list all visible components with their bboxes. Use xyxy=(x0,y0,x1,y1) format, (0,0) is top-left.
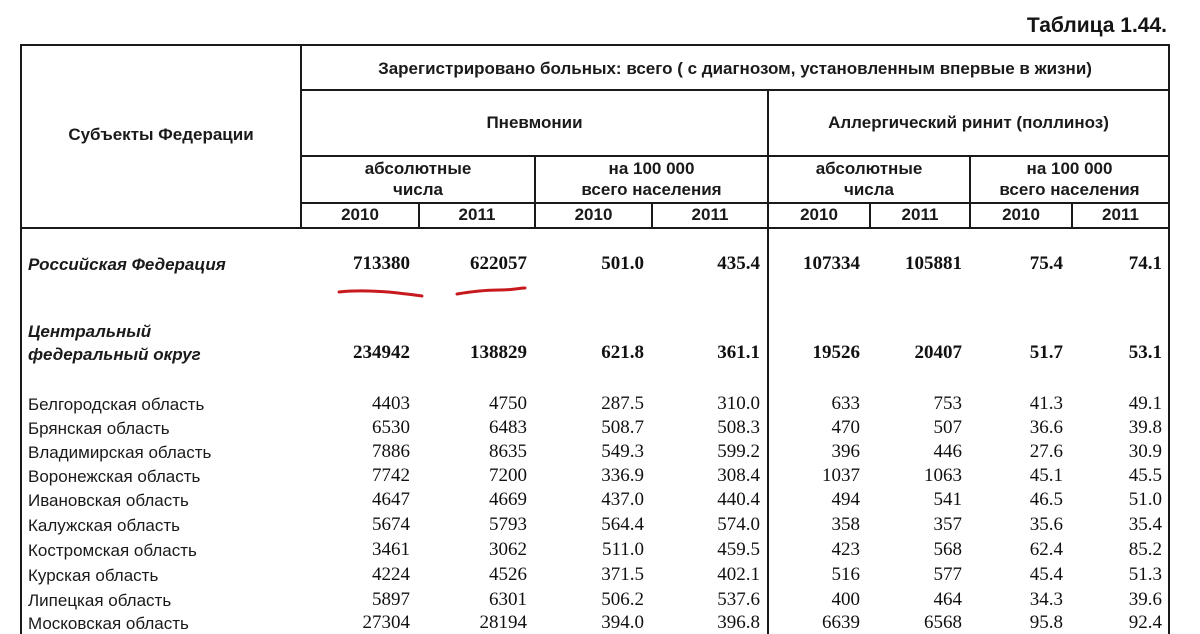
table-cell: 6568 xyxy=(924,612,962,633)
table-cell: 494 xyxy=(831,489,860,510)
table-cell: 506.2 xyxy=(601,589,644,610)
header-divider-registered xyxy=(301,89,1170,91)
table-cell: 599.2 xyxy=(717,441,760,462)
table-border-top xyxy=(20,44,1170,46)
table-label: Таблица 1.44. xyxy=(1026,14,1167,37)
table-cell: 622057 xyxy=(470,253,527,274)
table-cell: 6301 xyxy=(489,589,527,610)
table-cell: 85.2 xyxy=(1128,539,1162,560)
table-cell: 396 xyxy=(831,441,860,462)
table-cell: 6483 xyxy=(489,417,527,438)
table-cell: 3062 xyxy=(489,539,527,560)
table-cell: 234942 xyxy=(353,342,410,363)
year-header: 2011 xyxy=(458,205,496,224)
table-cell: 470 xyxy=(831,417,860,438)
table-cell: 35.6 xyxy=(1029,514,1063,535)
table-cell: 28194 xyxy=(479,612,527,633)
table-cell: 8635 xyxy=(489,441,527,462)
table-cell: 49.1 xyxy=(1128,393,1162,414)
table-cell: 394.0 xyxy=(601,612,644,633)
table-cell: 541 xyxy=(933,489,962,510)
table-cell: 75.4 xyxy=(1029,253,1063,274)
table-cell: 7886 xyxy=(372,441,410,462)
table-cell: 402.1 xyxy=(717,564,760,585)
table-cell: 621.8 xyxy=(601,342,644,363)
abs-line-2: числа xyxy=(392,180,444,199)
table-cell: 6639 xyxy=(822,612,860,633)
table-cell: 92.4 xyxy=(1128,612,1162,633)
table-cell: 5897 xyxy=(372,589,410,610)
row-subject-name: Костромская область xyxy=(28,541,197,560)
table-cell: 1037 xyxy=(822,465,860,486)
table-cell: 51.0 xyxy=(1128,489,1162,510)
table-cell: 574.0 xyxy=(717,514,760,535)
pneumonia-abs-header xyxy=(302,158,534,200)
table-cell: 371.5 xyxy=(601,564,644,585)
table-cell: 39.8 xyxy=(1128,417,1162,438)
table-cell: 633 xyxy=(831,393,860,414)
table-cell: 537.6 xyxy=(717,589,760,610)
table-cell: 5793 xyxy=(489,514,527,535)
table-cell: 20407 xyxy=(914,342,962,363)
table-cell: 34.3 xyxy=(1029,589,1063,610)
table-cell: 564.4 xyxy=(601,514,644,535)
row-subject-name: Ивановская область xyxy=(28,491,189,510)
table-cell: 107334 xyxy=(803,253,860,274)
table-cell: 396.8 xyxy=(717,612,760,633)
table-cell: 507 xyxy=(933,417,962,438)
table-cell: 138829 xyxy=(470,342,527,363)
table-cell: 308.4 xyxy=(717,465,760,486)
subject-name-line: федеральный округ xyxy=(28,345,201,364)
table-cell: 713380 xyxy=(353,253,410,274)
subject-name-line: Центральный xyxy=(28,322,152,341)
pneumonia-header: Пневмонии xyxy=(486,113,583,132)
table-cell: 423 xyxy=(831,539,860,560)
table-cell: 36.6 xyxy=(1029,417,1063,438)
year-header: 2010 xyxy=(574,205,613,224)
rhinitis-header: Аллергический ринит (поллиноз) xyxy=(828,113,1109,132)
row-subject-name: Липецкая область xyxy=(28,591,172,610)
row-subject-name: Владимирская область xyxy=(28,443,212,462)
table-cell: 287.5 xyxy=(601,393,644,414)
table-cell: 41.3 xyxy=(1029,393,1063,414)
table-cell: 440.4 xyxy=(717,489,760,510)
row-subject-name: Белгородская область xyxy=(28,395,205,414)
table-cell: 3461 xyxy=(372,539,410,560)
table-cell: 7200 xyxy=(489,465,527,486)
table-cell: 446 xyxy=(933,441,962,462)
table-cell: 511.0 xyxy=(601,539,644,560)
table-cell: 753 xyxy=(933,393,962,414)
table-cell: 464 xyxy=(933,589,962,610)
table-cell: 4669 xyxy=(489,489,527,510)
abs-line-1: абсолютные xyxy=(364,159,472,178)
table-cell: 46.5 xyxy=(1029,489,1063,510)
table-cell: 577 xyxy=(933,564,962,585)
table-cell: 19526 xyxy=(812,342,860,363)
table-cell: 53.1 xyxy=(1128,342,1162,363)
table-cell: 435.4 xyxy=(717,253,760,274)
table-cell: 4403 xyxy=(372,393,410,414)
table-cell: 7742 xyxy=(372,465,410,486)
header-border-bottom xyxy=(20,227,1170,229)
red-underline-mark xyxy=(336,286,426,300)
table-cell: 361.1 xyxy=(717,342,760,363)
per100k-line-2: всего населения xyxy=(999,180,1140,199)
pneumonia-per100k-header xyxy=(536,158,767,200)
table-cell: 516 xyxy=(831,564,860,585)
table-cell: 459.5 xyxy=(717,539,760,560)
table-cell: 437.0 xyxy=(601,489,644,510)
table-cell: 357 xyxy=(933,514,962,535)
table-cell: 4526 xyxy=(489,564,527,585)
table-cell: 35.4 xyxy=(1128,514,1162,535)
year-header: 2010 xyxy=(341,205,379,224)
rhinitis-per100k-header xyxy=(971,158,1168,200)
table-cell: 51.3 xyxy=(1128,564,1162,585)
table-border-right xyxy=(1168,44,1170,634)
table-cell: 95.8 xyxy=(1029,612,1063,633)
row-subject-name xyxy=(28,320,201,366)
table-cell: 400 xyxy=(831,589,860,610)
table-cell: 568 xyxy=(933,539,962,560)
row-subject-name: Московская область xyxy=(28,614,189,633)
row-subject-name: Курская область xyxy=(28,566,159,585)
table-cell: 105881 xyxy=(905,253,962,274)
row-subject-name: Российская Федерация xyxy=(28,255,226,274)
table-cell: 501.0 xyxy=(601,253,644,274)
year-header: 2010 xyxy=(1002,205,1040,224)
rhinitis-abs-header xyxy=(769,158,969,200)
table-cell: 549.3 xyxy=(601,441,644,462)
table-cell: 4224 xyxy=(372,564,410,585)
abs-line-1: абсолютные xyxy=(815,159,923,178)
table-cell: 336.9 xyxy=(601,465,644,486)
year-header: 2011 xyxy=(1102,205,1139,224)
per100k-line-1: на 100 000 xyxy=(1026,159,1113,178)
table-cell: 62.4 xyxy=(1029,539,1063,560)
abs-line-2: числа xyxy=(843,180,895,199)
row-subject-name: Брянская область xyxy=(28,419,170,438)
row-subject-name: Воронежская область xyxy=(28,467,201,486)
table-cell: 51.7 xyxy=(1029,342,1063,363)
table-cell: 30.9 xyxy=(1128,441,1162,462)
table-cell: 358 xyxy=(831,514,860,535)
header-divider-groups xyxy=(301,155,1170,157)
table-cell: 27304 xyxy=(362,612,410,633)
table-cell: 27.6 xyxy=(1029,441,1063,462)
table-cell: 6530 xyxy=(372,417,410,438)
red-underline-mark xyxy=(453,284,529,298)
year-header: 2010 xyxy=(800,205,838,224)
per100k-line-1: на 100 000 xyxy=(608,159,695,178)
year-header: 2011 xyxy=(691,205,729,224)
table-cell: 45.1 xyxy=(1029,465,1063,486)
row-subject-name: Калужская область xyxy=(28,516,180,535)
table-cell: 74.1 xyxy=(1128,253,1162,274)
subjects-header: Субъекты Федерации xyxy=(68,125,254,144)
table-cell: 310.0 xyxy=(717,393,760,414)
table-cell: 45.5 xyxy=(1128,465,1162,486)
table-cell: 1063 xyxy=(924,465,962,486)
table-cell: 39.6 xyxy=(1128,589,1162,610)
table-cell: 508.7 xyxy=(601,417,644,438)
registered-header: Зарегистрировано больных: всего ( с диагнозом, установленным впервые в жизни) xyxy=(378,59,1092,78)
year-header: 2011 xyxy=(901,205,939,224)
table-cell: 45.4 xyxy=(1029,564,1063,585)
per100k-line-2: всего населения xyxy=(581,180,722,199)
table-cell: 4647 xyxy=(372,489,410,510)
table-cell: 508.3 xyxy=(717,417,760,438)
table-cell: 4750 xyxy=(489,393,527,414)
table-cell: 5674 xyxy=(372,514,410,535)
